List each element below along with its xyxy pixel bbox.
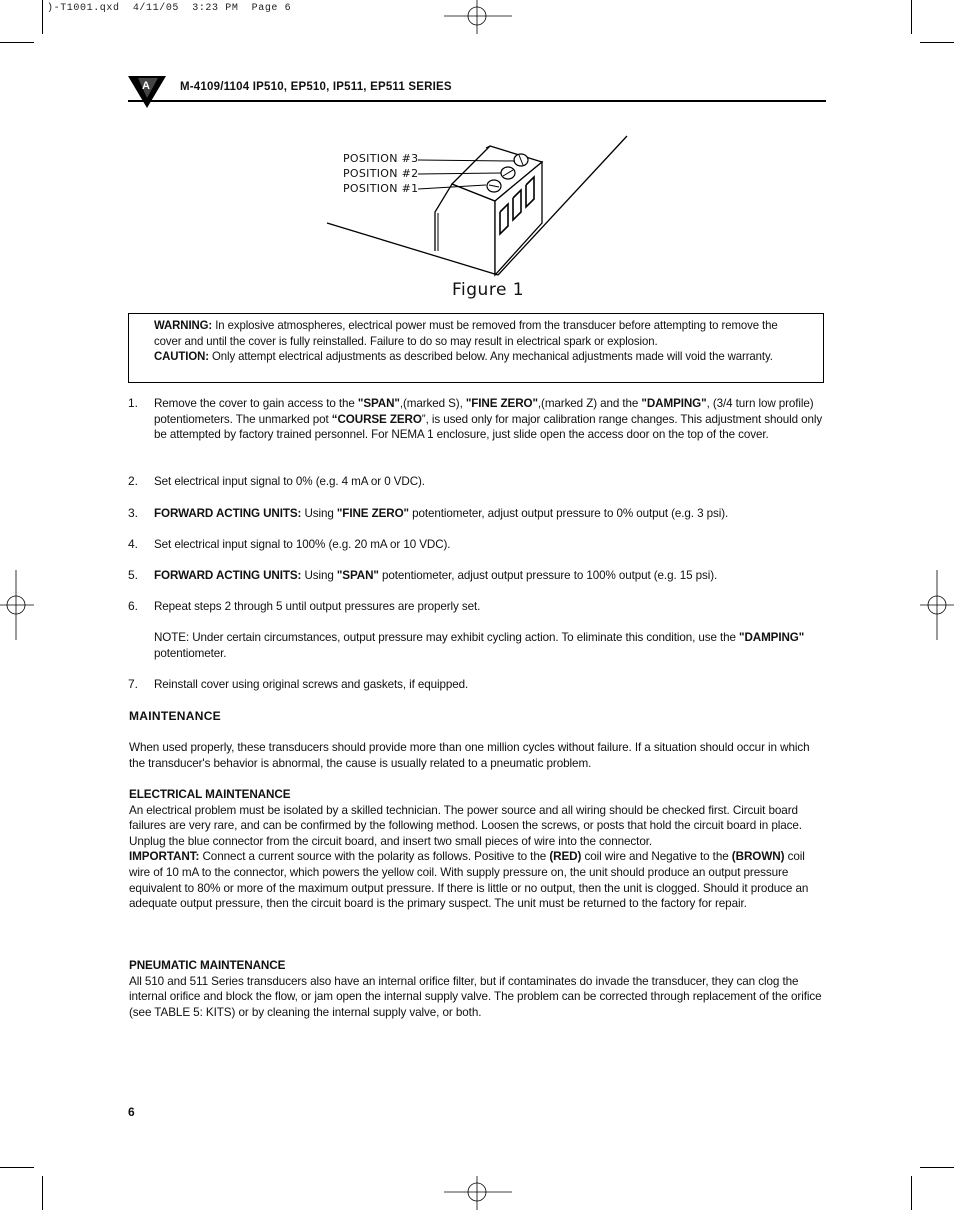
figure-potentiometer-diagram bbox=[320, 128, 640, 278]
step-text bbox=[154, 537, 825, 553]
warning-label: WARNING: bbox=[154, 318, 213, 332]
bold-run: "DAMPING" bbox=[739, 630, 805, 644]
text-run: , (3/4 turn low profile) potentiometers. The unmarked pot bbox=[154, 396, 814, 426]
step-number: 6. bbox=[128, 599, 138, 613]
text-run: potentiometer, adjust output pressure to 0% output (e.g. 3 psi). bbox=[408, 506, 729, 520]
warning-text: In explosive atmospheres, electrical power must be removed from the transducer before attempting to remove the cover and until the cover is fully reinstalled. Failure to do so may result in electrical spark or explosion. bbox=[154, 318, 778, 348]
figure-label-position-1: POSITION #1 bbox=[343, 182, 419, 195]
text-run: coil wire of 10 mA to the connector, which powers the yellow coil. With supply pressure on, the unit should produce an output pressure equivalent to 80% or more of the maximum output pressure. If there is little or no output, then the unit is clogged. Should it produce an adequate output pressure, then the circuit board is the primary suspect. The unit must be returned to the factory for repair. bbox=[129, 849, 809, 911]
registration-mark-top bbox=[444, 0, 512, 34]
crop-mark bbox=[0, 42, 34, 43]
bold-run: "SPAN" bbox=[357, 396, 400, 410]
step-number: 3. bbox=[128, 506, 138, 520]
step-text bbox=[154, 506, 825, 522]
crop-mark bbox=[920, 1167, 954, 1168]
step-note bbox=[154, 630, 825, 661]
header-title: M-4109/1104 IP510, EP510, IP511, EP511 SERIES bbox=[180, 81, 452, 93]
step-number: 7. bbox=[128, 677, 138, 691]
text-run: ”, is used only for major calibration range changes. This adjustment should only be attempted by factory trained personnel. For NEMA 1 enclosure, just slide open the access door on the top of the cover. bbox=[154, 411, 823, 442]
step-number: 5. bbox=[128, 568, 138, 582]
crop-mark bbox=[911, 1176, 912, 1210]
maintenance-heading: MAINTENANCE bbox=[129, 709, 221, 723]
electrical-maintenance-text: An electrical problem must be isolated by a skilled technician. The power source and all wiring should be checked first. Circuit board failures are very rare, and can be confirmed by the following method. Loosen the screws, or posts that hold the circuit board in place. Unplug the blue connector from the circuit board, and insert two small pieces of wire into the connector. bbox=[129, 802, 802, 848]
text-run: Set electrical input signal to 0% (e.g. 4 mA or 0 VDC). bbox=[154, 474, 425, 488]
bold-run: (BROWN) bbox=[731, 849, 785, 864]
text-run: Repeat steps 2 through 5 until output pressures are properly set. bbox=[154, 599, 481, 613]
text-run: Using bbox=[301, 506, 337, 520]
crop-mark bbox=[911, 0, 912, 34]
bold-run: "DAMPING" bbox=[641, 396, 707, 410]
registration-mark-left bbox=[0, 570, 34, 640]
figure-caption: Figure 1 bbox=[452, 280, 525, 300]
warning-text-block bbox=[154, 318, 804, 365]
bold-run: "FINE ZERO" bbox=[465, 396, 538, 410]
bold-run: "SPAN" bbox=[336, 568, 379, 582]
section-tab-letter: A bbox=[142, 80, 150, 92]
step-number: 1. bbox=[128, 396, 138, 410]
crop-mark bbox=[42, 1176, 43, 1210]
text-run: coil wire and Negative to the bbox=[581, 849, 732, 864]
registration-mark-right bbox=[920, 570, 954, 640]
text-run: potentiometer, adjust output pressure to 100% output (e.g. 15 psi). bbox=[378, 568, 718, 582]
caution-label: CAUTION: bbox=[154, 349, 209, 364]
pneumatic-maintenance-heading: PNEUMATIC MAINTENANCE bbox=[129, 958, 286, 972]
header-rule bbox=[128, 100, 826, 102]
printer-slug: )-T1001.qxd 4/11/05 3:23 PM Page 6 bbox=[47, 3, 292, 14]
text-run: ,(marked S), bbox=[399, 396, 466, 410]
step-number: 4. bbox=[128, 537, 138, 551]
figure-label-position-2: POSITION #2 bbox=[343, 167, 419, 180]
step-text bbox=[154, 599, 825, 615]
text-run: Set electrical input signal to 100% (e.g. 20 mA or 10 VDC). bbox=[154, 537, 451, 551]
text-run: potentiometer. bbox=[154, 645, 227, 660]
pneumatic-maintenance-text: All 510 and 511 Series transducers also have an internal orifice filter, but if contaminates do invade the transducer, they can clog the internal orifice and block the flow, or jam open the internal supply valve. The problem can be corrected through replacement of the orifice (see TABLE 5: KITS) or by cleaning the internal supply valve, or both. bbox=[129, 973, 822, 1019]
crop-mark bbox=[42, 0, 43, 34]
pneumatic-maintenance-section bbox=[129, 958, 827, 1020]
text-run: NOTE: Under certain circumstances, output pressure may exhibit cycling action. To eliminate this condition, use the bbox=[154, 630, 740, 644]
text-run: Connect a current source with the polarity as follows. Positive to the bbox=[199, 849, 550, 864]
bold-run: FORWARD ACTING UNITS: bbox=[154, 568, 302, 582]
figure-label-position-3: POSITION #3 bbox=[343, 152, 419, 165]
bold-run: "FINE ZERO" bbox=[336, 506, 409, 520]
step-text bbox=[154, 474, 825, 490]
crop-mark bbox=[920, 42, 954, 43]
text-run: Reinstall cover using original screws and gaskets, if equipped. bbox=[154, 677, 469, 691]
bold-run: “COURSE ZERO bbox=[331, 411, 422, 426]
warning-box bbox=[128, 313, 824, 383]
bold-run: (RED) bbox=[549, 849, 582, 864]
registration-mark-bottom bbox=[444, 1176, 512, 1210]
step-number: 2. bbox=[128, 474, 138, 488]
text-run: Remove the cover to gain access to the bbox=[154, 396, 358, 410]
crop-mark bbox=[0, 1167, 34, 1168]
maintenance-intro: When used properly, these transducers should provide more than one million cycles without failure. If a situation should occur in which the transducer's behavior is abnormal, the cause is usually related to a pneumatic problem. bbox=[129, 740, 810, 770]
text-run: ,(marked Z) and the bbox=[537, 396, 642, 410]
step-text bbox=[154, 677, 825, 693]
electrical-maintenance-heading: ELECTRICAL MAINTENANCE bbox=[129, 787, 291, 801]
bold-run: IMPORTANT: bbox=[129, 849, 200, 864]
electrical-maintenance-section bbox=[129, 787, 827, 912]
caution-text: Only attempt electrical adjustments as described below. Any mechanical adjustments made will void the warranty. bbox=[208, 349, 773, 364]
bold-run: FORWARD ACTING UNITS: bbox=[154, 506, 302, 520]
important-note bbox=[129, 849, 827, 911]
text-run: Using bbox=[301, 568, 337, 582]
step-text bbox=[154, 568, 825, 584]
step-text bbox=[154, 396, 825, 443]
page-number: 6 bbox=[128, 1105, 135, 1119]
